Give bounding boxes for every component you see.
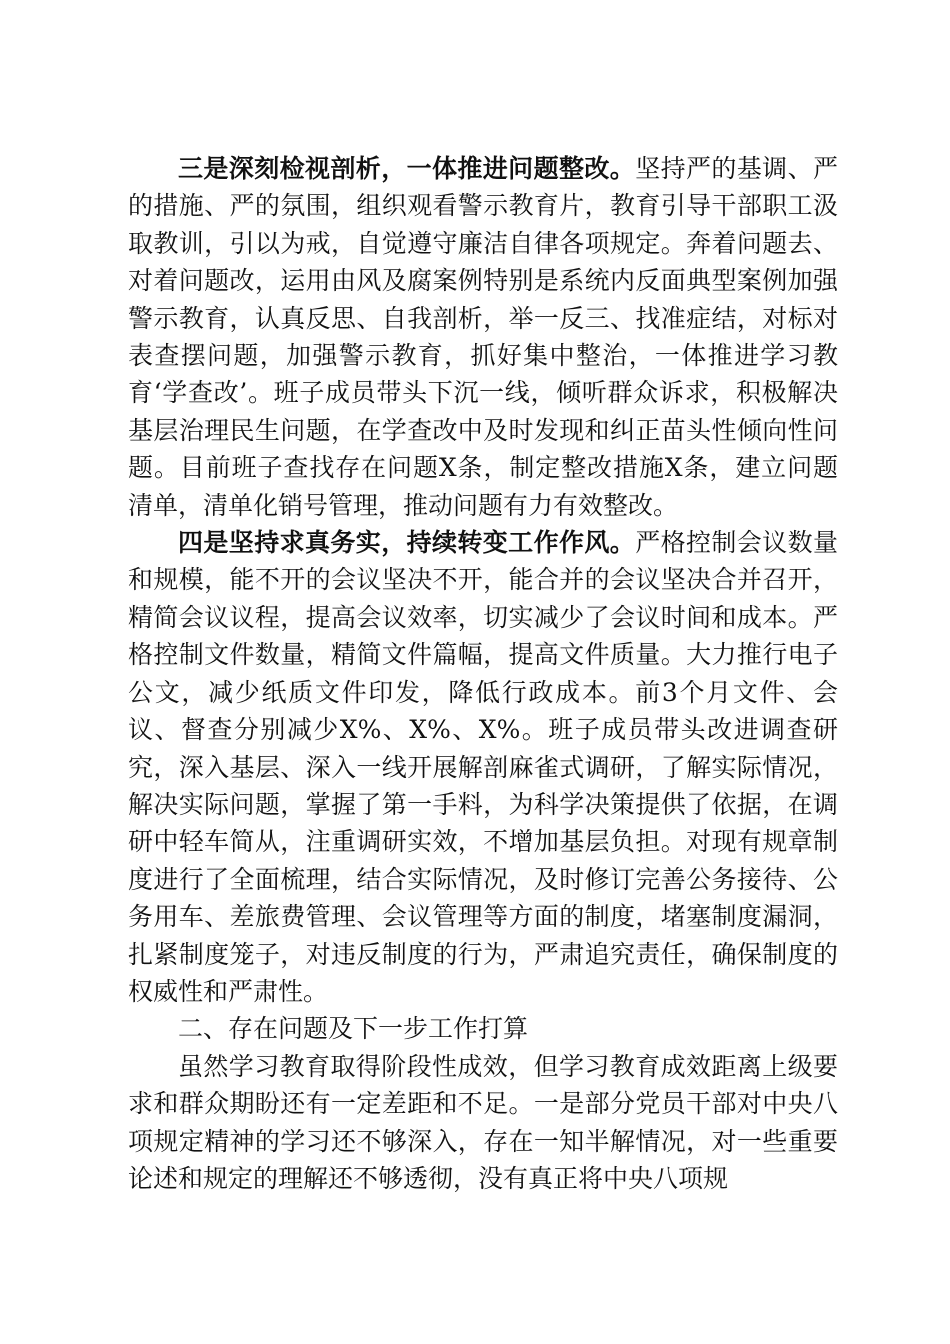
document-body xyxy=(128,150,838,1197)
paragraph-closing: 虽然学习教育取得阶段性成效，但学习教育成效距离上级要求和群众期盼还有一定差距和不足。一是部分党员干部对中央八项规定精神的学习还不够深入，存在一知半解情况，对一些重要论述和规定的理解还不够透彻，没有真正将中央八项规 xyxy=(128,1051,838,1193)
paragraph-lead-bold: 四是坚持求真务实，持续转变工作作风。 xyxy=(178,528,636,558)
section-heading: 二、存在问题及下一步工作打算 xyxy=(178,1014,529,1044)
paragraph-third-point xyxy=(128,150,838,524)
paragraph-lead-bold: 三是深刻检视剖析，一体推进问题整改。 xyxy=(178,154,636,183)
paragraph-fourth-point xyxy=(128,524,838,1010)
paragraph-text: 坚持严的基调、严的措施、严的氛围，组织观看警示教育片，教育引导干部职工汲取教训，引以为戒，自觉遵守廉洁自律各项规定。奔着问题去、对着问题改，运用由风及腐案例特别是系统内反面典型案例加强警示教育，认真反思、自我剖析，举一反三、找准症结，对标对表查摆问题，加强警示教育，抓好集中整治，一体推进学习教育‘学查改’。班子成员带头下沉一线，倾听群众诉求，积极解决基层治理民生问题，在学查改中及时发现和纠正苗头性倾向性问题。目前班子查找存在问题X条，制定整改措施X条，建立问题清单，清单化销号管理，推动问题有力有效整改。 xyxy=(128,154,838,520)
paragraph-text: 严格控制会议数量和规模，能不开的会议坚决不开，能合并的会议坚决合并召开，精简会议议程，提高会议效率，切实减少了会议时间和成本。严格控制文件数量，精简文件篇幅，提高文件质量。大力推行电子公文，减少纸质文件印发，降低行政成本。前3个月文件、会议、督查分别减少X%、X%、X%。班子成员带头改进调查研究，深入基层、深入一线开展解剖麻雀式调研，了解实际情况，解决实际问题，掌握了第一手料，为科学决策提供了依据，在调研中轻车简从，注重调研实效，不增加基层负担。对现有规章制度进行了全面梳理，结合实际情况，及时修订完善公务接待、公务用车、差旅费管理、会议管理等方面的制度，堵塞制度漏洞，扎紧制度笼子，对违反制度的行为，严肃追究责任，确保制度的权威性和严肃性。 xyxy=(128,528,838,1006)
